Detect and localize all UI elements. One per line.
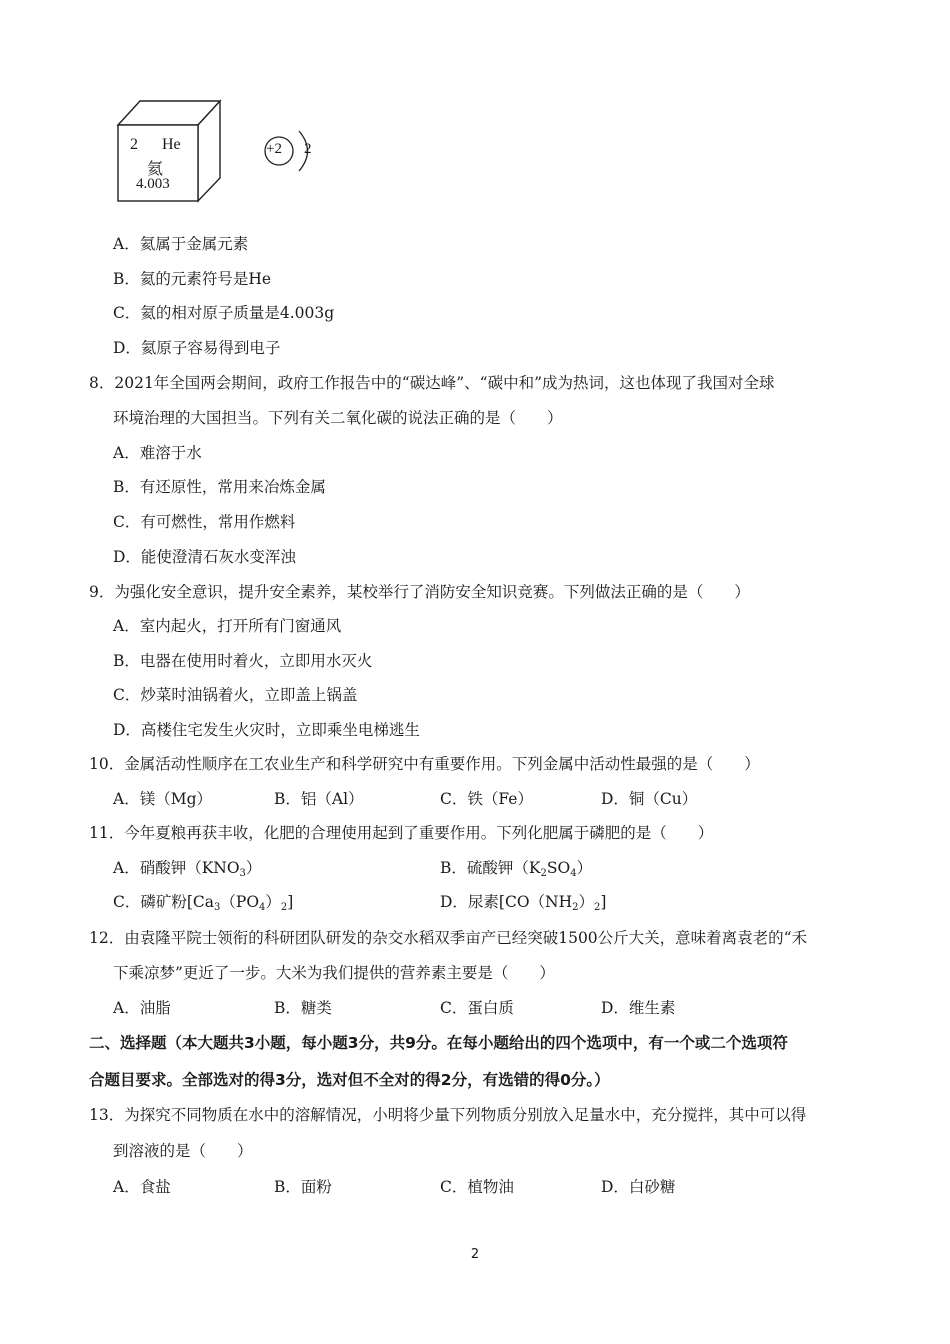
q11-stem: 11．今年夏粮再获丰收，化肥的合理使用起到了重要作用。下列化肥属于磷肥的是（ ） bbox=[89, 824, 714, 842]
q7-option-b: B．氦的元素符号是He bbox=[113, 270, 272, 288]
q13-option-b: B．面粉 bbox=[274, 1178, 332, 1196]
q12-option-d: D．维生素 bbox=[601, 999, 676, 1017]
q8-option-d: D．能使澄清石灰水变浑浊 bbox=[113, 548, 296, 566]
q13-option-d: D．白砂糖 bbox=[601, 1178, 676, 1196]
atomic-number: 2 bbox=[130, 136, 138, 153]
element-name: 氦 bbox=[147, 161, 164, 178]
q10-stem: 10．金属活动性顺序在工农业生产和科学研究中有重要作用。下列金属中活动性最强的是（ ） bbox=[89, 755, 760, 773]
q12-stem-line2: 下乘凉梦”更近了一步。大米为我们提供的营养素主要是（ ） bbox=[113, 964, 555, 982]
page-number: 2 bbox=[470, 1247, 480, 1262]
q13-stem-line2: 到溶液的是（ ） bbox=[113, 1142, 253, 1160]
q9-option-c: C．炒菜时油锅着火，立即盖上锅盖 bbox=[113, 686, 358, 704]
q12-option-a: A．油脂 bbox=[113, 999, 171, 1017]
q7-option-c: C．氦的相对原子质量是4.003g bbox=[113, 304, 335, 322]
q11-option-c: C．磷矿粉$[Ca_3(PO_4)_2]$ bbox=[113, 893, 294, 913]
q13-stem-line1: 13．为探究不同物质在水中的溶解情况，小明将少量下列物质分别放入足量水中，充分搅拌，其中可以得 bbox=[89, 1106, 807, 1124]
section-2-line1: 二、选择题（本大题共3小题，每小题3分，共9分。在每小题给出的四个选项中，有一个或二个选项符 bbox=[89, 1034, 788, 1052]
q7-option-a: A．氦属于金属元素 bbox=[113, 235, 249, 253]
q13-option-c: C．植物油 bbox=[440, 1178, 514, 1196]
q8-option-c: C．有可燃性，常用作燃料 bbox=[113, 513, 296, 531]
q13-option-a: A．食盐 bbox=[113, 1178, 171, 1196]
q10-option-b: B．铝（Al） bbox=[274, 790, 364, 808]
q11-option-b: B．硫酸钾$(K_2SO_4)$ bbox=[440, 859, 593, 879]
q12-option-b: B．糖类 bbox=[274, 999, 332, 1017]
q9-option-a: A．室内起火，打开所有门窗通风 bbox=[113, 617, 342, 635]
q10-option-c: C．铁（Fe） bbox=[440, 790, 533, 808]
q10-option-d: D．铜（Cu） bbox=[601, 790, 698, 808]
element-symbol: He bbox=[162, 136, 181, 153]
q10-option-a: A．镁（Mg） bbox=[113, 790, 212, 808]
q11-option-d: D．尿素$[CO(NH_2)_2]$ bbox=[440, 893, 607, 913]
q11-option-a: A．硝酸钾$(KNO_3)$ bbox=[113, 859, 262, 879]
q8-option-b: B．有还原性，常用来冶炼金属 bbox=[113, 478, 326, 496]
q9-stem: 9．为强化安全意识，提升安全素养，某校举行了消防安全知识竞赛。下列做法正确的是（ ） bbox=[89, 583, 750, 601]
atomic-mass: 4.003 bbox=[136, 176, 170, 192]
q12-stem-line1: 12．由袁隆平院士领衔的科研团队研发的杂交水稻双季亩产已经突破1500公斤大关，意味着离袁老的“禾 bbox=[89, 929, 808, 947]
q12-option-c: C．蛋白质 bbox=[440, 999, 514, 1017]
q7-option-d: D．氦原子容易得到电子 bbox=[113, 339, 281, 357]
q8-stem-line1: 8．2021年全国两会期间，政府工作报告中的“碳达峰”、“碳中和”成为热词，这也体现了我国对全球 bbox=[89, 374, 775, 392]
nucleus-charge: +2 bbox=[266, 141, 282, 157]
q8-stem-line2: 环境治理的大国担当。下列有关二氧化碳的说法正确的是（ ） bbox=[113, 409, 563, 427]
q9-option-d: D．高楼住宅发生火灾时，立即乘坐电梯逃生 bbox=[113, 721, 420, 739]
q8-option-a: A．难溶于水 bbox=[113, 444, 202, 462]
shell-electrons: 2 bbox=[304, 141, 312, 157]
q9-option-b: B．电器在使用时着火，立即用水灭火 bbox=[113, 652, 373, 670]
section-2-line2: 合题目要求。全部选对的得3分，选对但不全对的得2分，有选错的得0分。） bbox=[89, 1071, 610, 1089]
